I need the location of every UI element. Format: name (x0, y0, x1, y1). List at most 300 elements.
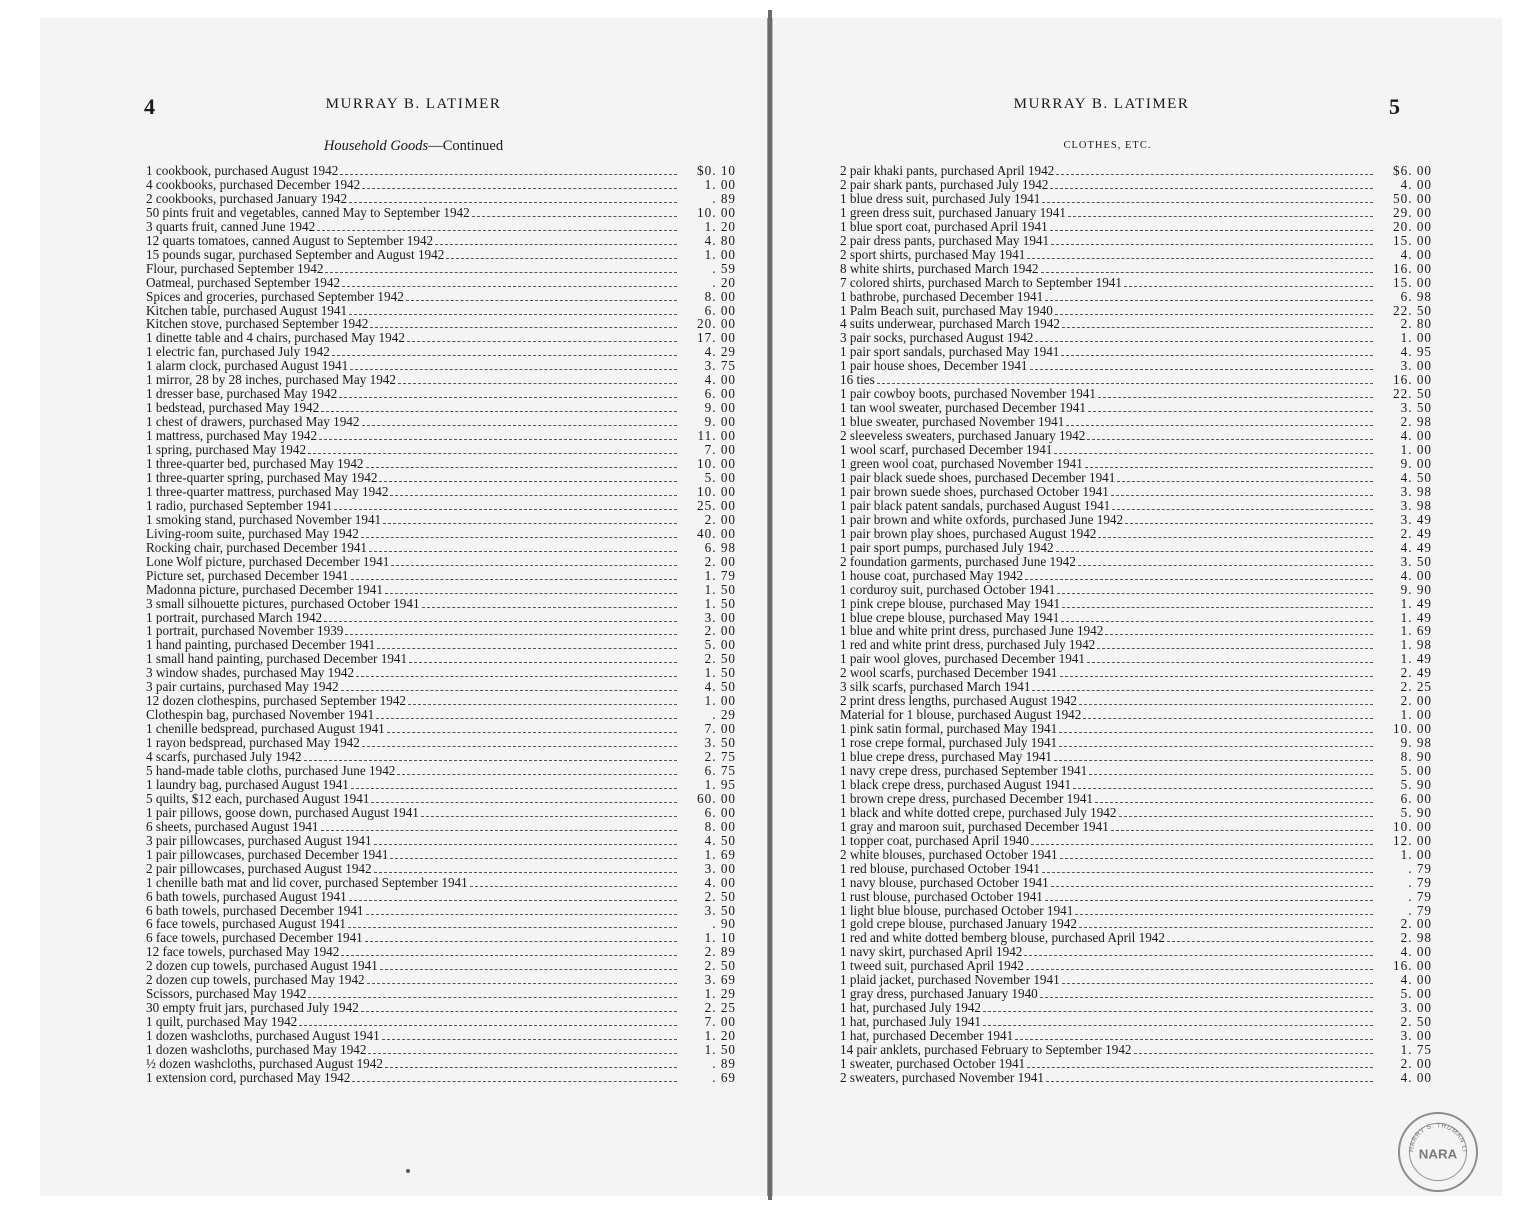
item-description: 1 pair sport pumps, purchased July 1942 (840, 540, 1054, 555)
list-item (840, 876, 1432, 890)
item-amount: 2. 00 (704, 624, 736, 639)
item-description: 2 pair dress pants, purchased May 1941 (840, 233, 1050, 248)
item-amount: 1. 20 (704, 219, 736, 234)
dot-leader (421, 815, 677, 817)
item-description: 1 black and white dotted crepe, purchased July 1942 (840, 805, 1117, 820)
dot-leader (390, 857, 677, 859)
list-item (840, 624, 1432, 638)
dot-leader (1111, 829, 1373, 831)
dot-leader (1056, 550, 1373, 552)
list-item (146, 904, 736, 918)
item-amount: 3. 69 (704, 973, 736, 988)
item-description: 1 hand painting, purchased December 1941 (146, 638, 376, 653)
item-description: 1 pair brown and white oxfords, purchased June 1942 (840, 512, 1124, 527)
dot-leader (1078, 564, 1373, 566)
list-item (840, 429, 1432, 443)
list-item (840, 457, 1432, 471)
item-amount: 4. 00 (1400, 429, 1432, 444)
list-item (840, 820, 1432, 834)
item-amount: 12. 00 (1393, 833, 1432, 848)
list-item (840, 862, 1432, 876)
list-item (146, 415, 736, 429)
dot-leader (1059, 731, 1373, 733)
item-description: 12 quarts tomatoes, canned August to September 1942 (146, 233, 434, 248)
list-item (840, 1071, 1432, 1085)
list-item (146, 764, 736, 778)
dot-leader (1040, 996, 1373, 998)
item-amount: 3. 00 (1400, 1001, 1432, 1016)
list-item (840, 569, 1432, 583)
item-description: 1 pair cowboy boots, purchased November 1941 (840, 387, 1096, 402)
list-item (840, 583, 1432, 597)
list-item (146, 638, 736, 652)
list-item (146, 359, 736, 373)
dot-leader (1062, 606, 1373, 608)
item-amount: 3. 50 (704, 903, 736, 918)
item-amount: 10. 00 (697, 457, 736, 471)
dot-leader (365, 940, 677, 942)
item-description: 1 smoking stand, purchased November 1941 (146, 512, 382, 527)
item-description: 16 ties (840, 373, 875, 388)
item-description: 6 face towels, purchased August 1941 (146, 917, 346, 932)
item-description: 1 green wool coat, purchased November 1941 (840, 457, 1083, 471)
item-amount: 1. 29 (704, 987, 736, 1002)
dot-leader (435, 243, 677, 245)
dot-leader (1032, 689, 1373, 691)
item-description: 1 radio, purchased September 1941 (146, 498, 333, 513)
dot-leader (299, 1024, 677, 1026)
list-item (840, 220, 1432, 234)
dot-leader (1134, 1052, 1373, 1054)
list-item (146, 778, 736, 792)
item-description: 1 laundry bag, purchased August 1941 (146, 777, 349, 792)
item-description: 3 pair pillowcases, purchased August 1941 (146, 833, 372, 848)
dot-leader (368, 1052, 677, 1054)
dot-leader (1045, 299, 1373, 301)
list-item (146, 987, 736, 1001)
item-amount: 6. 98 (704, 540, 736, 555)
dot-leader (1112, 508, 1373, 510)
dot-leader (877, 382, 1373, 384)
dot-leader (1119, 815, 1374, 817)
item-amount: 4. 00 (1400, 1070, 1432, 1085)
dot-leader (1031, 843, 1373, 845)
item-amount: . 89 (712, 191, 736, 206)
item-description: 2 print dress lengths, purchased August 1942 (840, 694, 1077, 709)
item-amount: 1. 50 (704, 582, 736, 597)
dot-leader (1095, 801, 1373, 803)
dot-leader (374, 843, 677, 845)
list-item (146, 164, 736, 178)
dot-leader (397, 773, 677, 775)
list-item (146, 1029, 736, 1043)
dot-leader (1087, 438, 1373, 440)
item-amount: 6. 00 (704, 805, 736, 820)
item-description: Living-room suite, purchased May 1942 (146, 526, 359, 541)
item-description: 2 white blouses, purchased October 1941 (840, 847, 1058, 862)
item-amount: . 79 (1408, 889, 1432, 904)
list-item (146, 848, 736, 862)
item-description: 1 pair pillows, goose down, purchased August 1941 (146, 805, 419, 820)
item-amount: 9. 00 (704, 401, 736, 416)
dot-leader (983, 1024, 1373, 1026)
running-head: MURRAY B. LATIMER (1013, 96, 1190, 112)
item-description: Lone Wolf picture, purchased December 1941 (146, 554, 390, 569)
item-amount: 15. 00 (1393, 275, 1432, 290)
list-item (840, 694, 1432, 708)
list-item (840, 959, 1432, 973)
item-amount: 1. 00 (704, 694, 736, 709)
list-item (146, 959, 736, 973)
item-description: 2 wool scarfs, purchased December 1941 (840, 666, 1058, 681)
item-description: 1 rayon bedspread, purchased May 1942 (146, 736, 360, 751)
dot-leader (1068, 215, 1373, 217)
item-amount: 40. 00 (697, 526, 736, 541)
item-description: 1 small hand painting, purchased December 1941 (146, 652, 408, 667)
item-description: 12 face towels, purchased May 1942 (146, 945, 340, 960)
list-item (840, 178, 1432, 192)
item-amount: 5. 00 (704, 470, 736, 485)
list-item (146, 820, 736, 834)
list-item (840, 527, 1432, 541)
list-item (840, 192, 1432, 206)
item-description: ½ dozen washcloths, purchased August 1942 (146, 1057, 383, 1071)
list-item (146, 513, 736, 527)
item-amount: 2. 98 (1400, 931, 1432, 946)
item-amount: . 90 (712, 917, 736, 932)
item-amount: 9. 90 (1400, 582, 1432, 597)
item-amount: 22. 50 (1393, 387, 1432, 402)
item-amount: $6. 00 (1393, 164, 1432, 178)
item-description: 4 suits underwear, purchased March 1942 (840, 317, 1060, 332)
dot-leader (1050, 229, 1373, 231)
item-description: 1 quilt, purchased May 1942 (146, 1015, 298, 1030)
list-item (840, 764, 1432, 778)
list-item (146, 722, 736, 736)
dot-leader (1079, 703, 1373, 705)
item-description: 1 gold crepe blouse, purchased January 1942 (840, 917, 1077, 932)
item-amount: 7. 00 (704, 443, 736, 458)
item-description: 1 light blue blouse, purchased October 1941 (840, 903, 1074, 918)
dot-leader (1066, 424, 1373, 426)
item-description: 1 three-quarter bed, purchased May 1942 (146, 457, 364, 471)
item-amount: 5. 00 (1400, 987, 1432, 1002)
dot-leader (446, 257, 677, 259)
item-amount: 1. 50 (704, 1043, 736, 1057)
dot-leader (352, 1080, 677, 1082)
dot-leader (342, 285, 677, 287)
item-description: 1 gray dress, purchased January 1940 (840, 987, 1038, 1002)
item-description: 8 white shirts, purchased March 1942 (840, 261, 1039, 276)
dot-leader (1041, 271, 1373, 273)
list-item (840, 834, 1432, 848)
archive-stamp-graphic (1400, 1114, 1476, 1190)
list-item (840, 890, 1432, 904)
list-item (840, 345, 1432, 359)
item-amount: . 59 (712, 261, 736, 276)
item-amount: 9. 00 (1400, 457, 1432, 471)
list-item (840, 736, 1432, 750)
item-amount: 20. 00 (1393, 219, 1432, 234)
list-item (840, 1057, 1432, 1071)
item-amount: 3. 00 (704, 610, 736, 625)
item-description: 6 sheets, purchased August 1941 (146, 819, 319, 834)
item-amount: 5. 00 (704, 638, 736, 653)
item-description: 1 portrait, purchased March 1942 (146, 610, 323, 625)
item-amount: 7. 00 (704, 1015, 736, 1030)
dot-leader (1024, 954, 1373, 956)
list-item (840, 597, 1432, 611)
list-item (840, 666, 1432, 680)
dot-leader (356, 675, 677, 677)
item-description: 1 red and white dotted bemberg blouse, purchased April 1942 (840, 931, 1165, 946)
item-amount: 9. 98 (1400, 736, 1432, 751)
section-title: CLOTHES, ETC. (1063, 140, 1152, 151)
item-amount: 4. 00 (1400, 973, 1432, 988)
item-description: 1 pair sport sandals, purchased May 1941 (840, 345, 1060, 360)
dot-leader (332, 354, 677, 356)
item-description: 1 extension cord, purchased May 1942 (146, 1070, 351, 1085)
list-item (840, 722, 1432, 736)
dot-leader (349, 899, 677, 901)
item-description: 1 plaid jacket, purchased November 1941 (840, 973, 1060, 988)
item-amount: 4. 00 (1400, 247, 1432, 262)
item-amount: 1. 98 (1400, 638, 1432, 653)
item-amount: 3. 98 (1400, 498, 1432, 513)
item-amount: 16. 00 (1393, 261, 1432, 276)
list-item (146, 248, 736, 262)
dot-leader (1085, 466, 1373, 468)
list-item (840, 931, 1432, 945)
list-item (840, 792, 1432, 806)
item-amount: 17. 00 (697, 331, 736, 346)
list-item (840, 806, 1432, 820)
dot-leader (1027, 1066, 1373, 1068)
item-description: 4 cookbooks, purchased December 1942 (146, 177, 361, 192)
list-item (146, 736, 736, 750)
item-description: 1 navy blouse, purchased October 1941 (840, 875, 1049, 890)
item-description: 6 face towels, purchased December 1941 (146, 931, 363, 946)
dot-leader (1062, 326, 1373, 328)
item-amount: 4. 80 (704, 233, 736, 248)
dot-leader (1060, 857, 1373, 859)
list-item (840, 276, 1432, 290)
list-item (840, 485, 1432, 499)
item-description: 3 pair curtains, purchased May 1942 (146, 680, 339, 695)
dot-leader (407, 340, 677, 342)
dot-leader (1046, 1080, 1373, 1082)
page-number: 4 (144, 94, 155, 119)
dot-leader (408, 703, 677, 705)
item-description: 1 blue sport coat, purchased April 1941 (840, 219, 1048, 234)
list-item (840, 206, 1432, 220)
dot-leader (1026, 968, 1373, 970)
list-item (146, 1043, 736, 1057)
list-item (146, 1015, 736, 1029)
item-description: 1 hat, purchased December 1941 (840, 1029, 1014, 1044)
item-description: 1 hat, purchased July 1941 (840, 1015, 982, 1030)
item-amount: 2. 80 (1400, 317, 1432, 332)
list-item (840, 680, 1432, 694)
dot-leader (398, 382, 677, 384)
dot-leader (325, 271, 677, 273)
list-item (146, 569, 736, 583)
dot-leader (409, 661, 677, 663)
dot-leader (308, 996, 677, 998)
item-description: 1 blue sweater, purchased November 1941 (840, 415, 1065, 430)
item-amount: 16. 00 (1393, 373, 1432, 388)
dot-leader (1105, 633, 1373, 635)
item-description: 3 silk scarfs, purchased March 1941 (840, 680, 1031, 695)
dot-leader (308, 452, 677, 454)
item-amount: 3. 98 (1400, 484, 1432, 499)
item-description: 1 blue dress suit, purchased July 1941 (840, 191, 1041, 206)
dot-leader (406, 299, 677, 301)
dot-leader (1054, 452, 1373, 454)
list-item (840, 1015, 1432, 1029)
item-description: 2 pair khaki pants, purchased April 1942 (840, 164, 1055, 178)
dot-leader (341, 954, 677, 956)
list-item (146, 527, 736, 541)
item-amount: . 89 (712, 1057, 736, 1071)
item-amount: 20. 00 (697, 317, 736, 332)
list-item (146, 345, 736, 359)
dot-leader (371, 801, 677, 803)
item-description: 1 rust blouse, purchased October 1941 (840, 889, 1043, 904)
item-amount: 29. 00 (1393, 205, 1432, 220)
list-item (840, 611, 1432, 625)
list-item (840, 987, 1432, 1001)
item-description: 5 quilts, $12 each, purchased August 1941 (146, 791, 370, 806)
dot-leader (1027, 257, 1373, 259)
dot-leader (334, 508, 677, 510)
dot-leader (1061, 354, 1373, 356)
item-amount: 2. 50 (1400, 1015, 1432, 1030)
item-description: 1 pair black patent sandals, purchased August 1941 (840, 498, 1111, 513)
item-amount: 1. 69 (1400, 624, 1432, 639)
item-amount: 1. 50 (704, 596, 736, 611)
item-description: 1 portrait, purchased November 1939 (146, 624, 344, 639)
item-description: 1 cookbook, purchased August 1942 (146, 164, 339, 178)
item-amount: 4. 49 (1400, 540, 1432, 555)
dot-leader (1125, 522, 1373, 524)
dot-leader (350, 368, 677, 370)
item-amount: 16. 00 (1393, 959, 1432, 974)
list-item (146, 401, 736, 415)
list-item (146, 471, 736, 485)
dot-leader (1083, 717, 1373, 719)
list-item (146, 876, 736, 890)
item-description: 1 red blouse, purchased October 1941 (840, 861, 1040, 876)
item-description: Material for 1 blouse, purchased August 1942 (840, 708, 1082, 723)
item-description: 4 scarfs, purchased July 1942 (146, 750, 302, 764)
item-amount: 4. 95 (1400, 345, 1432, 360)
list-item (840, 471, 1432, 485)
item-description: 1 green dress suit, purchased January 1941 (840, 205, 1066, 220)
dot-leader (351, 578, 677, 580)
list-item (840, 248, 1432, 262)
item-description: 3 quarts fruit, canned June 1942 (146, 219, 316, 234)
list-item (146, 917, 736, 931)
item-amount: 4. 00 (1400, 568, 1432, 583)
dot-leader (1124, 285, 1373, 287)
dot-leader (1054, 759, 1373, 761)
item-amount: . 29 (712, 708, 736, 723)
item-description: 1 sweater, purchased October 1941 (840, 1057, 1026, 1071)
dot-leader (387, 731, 677, 733)
item-amount: 4. 00 (1400, 177, 1432, 192)
dot-leader (317, 229, 677, 231)
list-item (146, 331, 736, 345)
list-item (146, 666, 736, 680)
item-amount: 4. 00 (704, 373, 736, 388)
item-amount: 4. 50 (704, 833, 736, 848)
item-amount: 3. 00 (704, 861, 736, 876)
item-description: 7 colored shirts, purchased March to September 1941 (840, 275, 1122, 290)
item-description: 1 gray and maroon suit, purchased December 1941 (840, 819, 1109, 834)
dot-leader (349, 201, 677, 203)
dot-leader (367, 982, 677, 984)
clothes-list (840, 164, 1432, 1085)
item-amount: 1. 00 (1400, 847, 1432, 862)
item-amount: 50. 00 (1393, 191, 1432, 206)
list-item (146, 973, 736, 987)
list-item (146, 750, 736, 764)
item-description: 1 pink satin formal, purchased May 1941 (840, 722, 1058, 737)
item-description: 1 blue and white print dress, purchased June 1942 (840, 624, 1104, 639)
item-amount: 10. 00 (1393, 722, 1432, 737)
item-amount: 1. 49 (1400, 596, 1432, 611)
item-amount: 6. 00 (1400, 791, 1432, 806)
item-description: 3 window shades, purchased May 1942 (146, 666, 355, 681)
dot-leader (380, 968, 677, 970)
item-description: 2 sleeveless sweaters, purchased January 1942 (840, 429, 1086, 444)
stamp-center-text: NARA (1418, 1146, 1458, 1162)
item-amount: 3. 50 (704, 736, 736, 751)
list-item (146, 583, 736, 597)
item-description: 1 mirror, 28 by 28 inches, purchased May 1942 (146, 373, 396, 388)
print-speck (406, 1169, 410, 1173)
list-item (840, 304, 1432, 318)
list-item (146, 597, 736, 611)
dot-leader (362, 187, 677, 189)
item-description: 1 rose crepe formal, purchased July 1941 (840, 736, 1058, 751)
dot-leader (1098, 396, 1373, 398)
household-goods-list (146, 164, 736, 1085)
item-description: 1 pair brown suede shoes, purchased October 1941 (840, 484, 1109, 499)
item-description: 30 empty fruit jars, purchased July 1942 (146, 1001, 359, 1016)
item-amount: 1. 49 (1400, 610, 1432, 625)
item-amount: 6. 00 (704, 303, 736, 318)
item-amount: 1. 10 (704, 931, 736, 946)
dot-leader (349, 313, 677, 315)
dot-leader (361, 1010, 677, 1012)
list-item (840, 317, 1432, 331)
item-amount: 2. 25 (1400, 680, 1432, 695)
item-amount: 10. 00 (697, 484, 736, 499)
item-amount: 5. 90 (1400, 777, 1432, 792)
item-amount: 8. 00 (704, 819, 736, 834)
item-amount: 15. 00 (1393, 233, 1432, 248)
item-amount: . 79 (1408, 861, 1432, 876)
list-item (840, 164, 1432, 178)
item-amount: 3. 75 (704, 359, 736, 374)
item-description: 1 blue crepe dress, purchased May 1941 (840, 750, 1053, 764)
dot-leader (370, 326, 677, 328)
right-page-header (773, 96, 1502, 120)
list-item (840, 638, 1432, 652)
item-description: 1 tan wool sweater, purchased December 1941 (840, 401, 1086, 416)
